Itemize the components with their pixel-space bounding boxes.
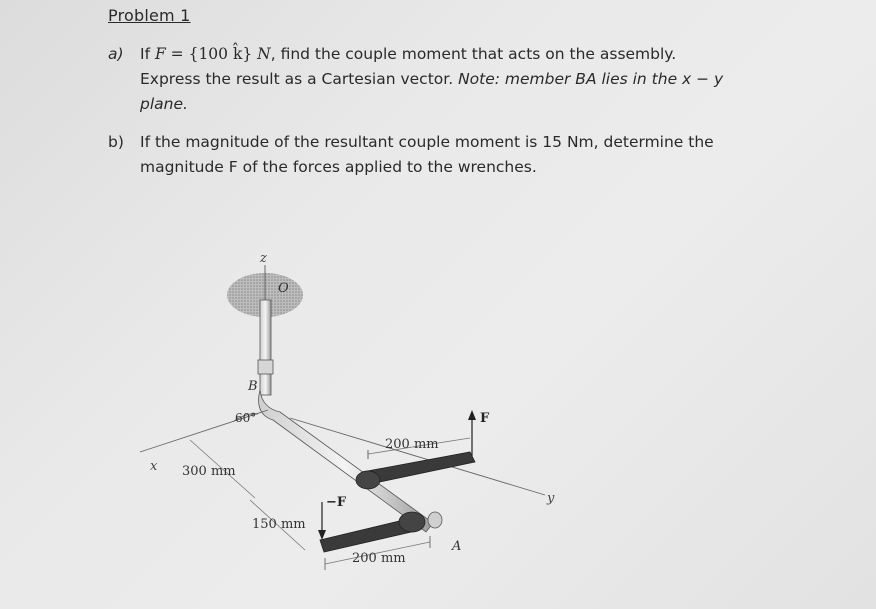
point-a-label: A: [452, 539, 462, 554]
point-o-label: O: [278, 281, 289, 296]
part-a-line-2: [140, 67, 808, 92]
part-b-line-2: magnitude F of the forces applied to the wrenches.: [140, 158, 537, 176]
part-a-note: Note: member BA lies in the x − y: [458, 70, 724, 88]
part-a-note-end: plane.: [140, 95, 188, 113]
force-unit: N: [252, 45, 271, 63]
part-b: [108, 130, 808, 180]
dimension-200-top-label: 200 mm: [385, 437, 439, 452]
dimension-200-bottom-label: 200 mm: [352, 551, 406, 566]
part-b-label: b): [108, 133, 124, 151]
z-axis-label: z: [260, 251, 267, 266]
dimension-150-label: 150 mm: [252, 517, 306, 532]
part-a-intro: If: [140, 45, 155, 63]
point-b-label: B: [248, 379, 258, 394]
assembly-figure: [130, 240, 570, 600]
problem-title: Problem 1: [108, 6, 191, 25]
vertical-pipe: [260, 300, 271, 395]
dimension-300-label: 300 mm: [182, 464, 236, 479]
angle-label: 60°: [235, 411, 257, 425]
assembly-diagram: [130, 240, 570, 600]
x-axis-label: x: [150, 459, 158, 474]
part-a: [108, 42, 808, 117]
pipe-ba: [259, 390, 433, 532]
part-a-text-rest: , find the couple moment that acts on the assembly.: [270, 45, 677, 63]
upper-wrench-jaw: [356, 471, 380, 489]
pipe-end-a: [428, 512, 442, 528]
force-label-down: −F: [326, 495, 347, 510]
force-label-up: F: [480, 411, 490, 426]
part-a-body: [140, 42, 808, 117]
force-arrow-up-head: [468, 410, 476, 420]
part-a-line2: Express the result as a Cartesian vector.: [140, 70, 459, 88]
part-a-line-1: [140, 42, 808, 67]
force-value: {100 k̂}: [188, 45, 253, 63]
part-a-label: a): [108, 45, 124, 63]
part-b-line-1: If the magnitude of the resultant couple moment is 15 Nm, determine the: [140, 133, 714, 151]
force-variable: F: [154, 45, 166, 63]
part-b-body: [140, 130, 808, 180]
equals-sign: =: [165, 45, 189, 63]
lower-wrench-jaw: [399, 512, 425, 532]
y-axis-label: y: [547, 491, 555, 506]
pipe-coupling: [258, 360, 273, 374]
